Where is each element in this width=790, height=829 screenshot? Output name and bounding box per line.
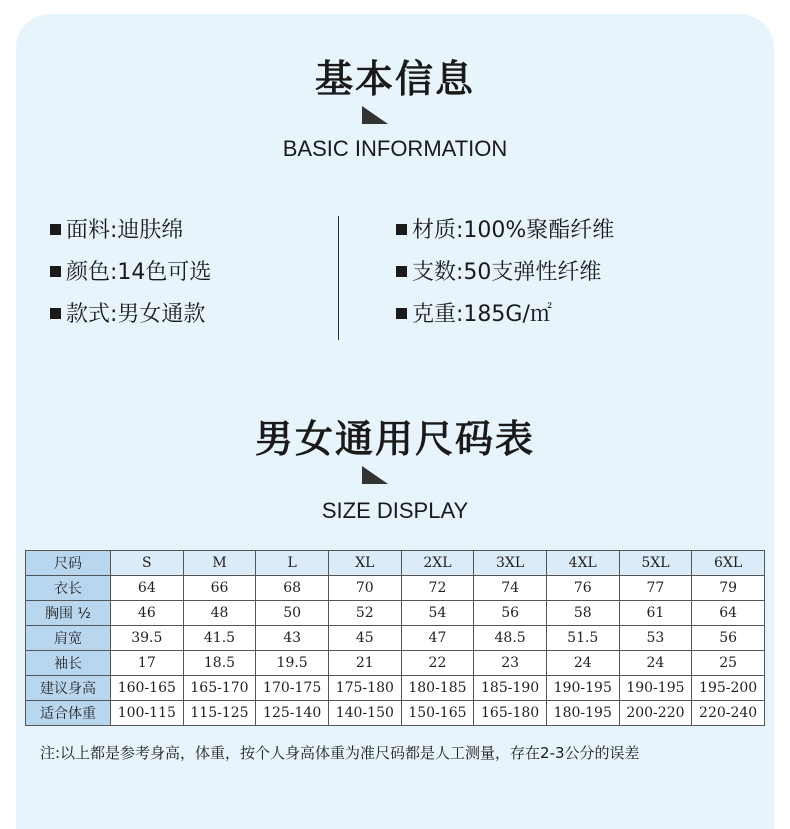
table-cell: 64 bbox=[111, 576, 184, 601]
table-cell: 18.5 bbox=[183, 651, 256, 676]
table-cell: 64 bbox=[692, 601, 765, 626]
triangle-marker-icon bbox=[362, 106, 388, 124]
table-cell: 180-185 bbox=[401, 676, 474, 701]
table-cell: 41.5 bbox=[183, 626, 256, 651]
table-cell: 200-220 bbox=[619, 701, 692, 726]
table-row bbox=[26, 651, 765, 676]
table-header-cell: S bbox=[111, 551, 184, 576]
table-cell: 48 bbox=[183, 601, 256, 626]
table-cell: 24 bbox=[619, 651, 692, 676]
table-cell: 61 bbox=[619, 601, 692, 626]
table-cell: 47 bbox=[401, 626, 474, 651]
table-row bbox=[26, 601, 765, 626]
table-cell: 54 bbox=[401, 601, 474, 626]
info-item-weight: 克重:185G/㎡ bbox=[396, 300, 614, 342]
table-row bbox=[26, 701, 765, 726]
square-bullet-icon bbox=[396, 266, 407, 277]
size-table bbox=[25, 550, 765, 726]
table-cell: 125-140 bbox=[256, 701, 329, 726]
square-bullet-icon bbox=[396, 224, 407, 235]
table-cell: 72 bbox=[401, 576, 474, 601]
table-header-row bbox=[26, 551, 765, 576]
table-header-cell: L bbox=[256, 551, 329, 576]
table-row bbox=[26, 576, 765, 601]
table-cell: 58 bbox=[546, 601, 619, 626]
table-cell: 25 bbox=[692, 651, 765, 676]
table-header-cell: 3XL bbox=[474, 551, 547, 576]
table-header-cell: XL bbox=[328, 551, 401, 576]
table-cell: 19.5 bbox=[256, 651, 329, 676]
table-cell: 175-180 bbox=[328, 676, 401, 701]
table-cell: 53 bbox=[619, 626, 692, 651]
table-cell: 76 bbox=[546, 576, 619, 601]
table-cell: 24 bbox=[546, 651, 619, 676]
table-cell: 170-175 bbox=[256, 676, 329, 701]
row-label: 衣长 bbox=[26, 576, 111, 601]
table-cell: 50 bbox=[256, 601, 329, 626]
table-cell: 17 bbox=[111, 651, 184, 676]
table-cell: 22 bbox=[401, 651, 474, 676]
table-cell: 68 bbox=[256, 576, 329, 601]
table-cell: 195-200 bbox=[692, 676, 765, 701]
square-bullet-icon bbox=[50, 224, 61, 235]
table-cell: 160-165 bbox=[111, 676, 184, 701]
table-cell: 23 bbox=[474, 651, 547, 676]
square-bullet-icon bbox=[396, 308, 407, 319]
table-cell: 52 bbox=[328, 601, 401, 626]
square-bullet-icon bbox=[50, 266, 61, 277]
table-cell: 140-150 bbox=[328, 701, 401, 726]
row-label: 建议身高 bbox=[26, 676, 111, 701]
basic-info-subtitle: BASIC INFORMATION bbox=[282, 136, 508, 161]
table-header-cell: 4XL bbox=[546, 551, 619, 576]
table-cell: 165-170 bbox=[183, 676, 256, 701]
table-cell: 39.5 bbox=[111, 626, 184, 651]
table-cell: 66 bbox=[183, 576, 256, 601]
table-cell: 46 bbox=[111, 601, 184, 626]
table-header-cell: 2XL bbox=[401, 551, 474, 576]
info-left-column bbox=[50, 216, 211, 342]
table-cell: 190-195 bbox=[546, 676, 619, 701]
row-label: 适合体重 bbox=[26, 701, 111, 726]
info-item-color: 颜色:14色可选 bbox=[50, 258, 211, 300]
info-item-style: 款式:男女通款 bbox=[50, 300, 211, 342]
table-cell: 21 bbox=[328, 651, 401, 676]
table-row bbox=[26, 626, 765, 651]
triangle-marker-icon bbox=[362, 466, 388, 484]
table-cell: 43 bbox=[256, 626, 329, 651]
table-header-cell: M bbox=[183, 551, 256, 576]
table-cell: 115-125 bbox=[183, 701, 256, 726]
table-cell: 56 bbox=[692, 626, 765, 651]
size-chart-subtitle: SIZE DISPLAY bbox=[321, 498, 469, 523]
table-cell: 79 bbox=[692, 576, 765, 601]
table-row bbox=[26, 676, 765, 701]
table-cell: 150-165 bbox=[401, 701, 474, 726]
table-cell: 70 bbox=[328, 576, 401, 601]
info-item-fabric: 面料:迪肤绵 bbox=[50, 216, 211, 258]
info-item-material: 材质:100%聚酯纤维 bbox=[396, 216, 614, 258]
row-label: 胸围 ½ bbox=[26, 601, 111, 626]
table-cell: 100-115 bbox=[111, 701, 184, 726]
info-right-column bbox=[396, 216, 614, 342]
table-cell: 74 bbox=[474, 576, 547, 601]
table-cell: 51.5 bbox=[546, 626, 619, 651]
table-cell: 45 bbox=[328, 626, 401, 651]
table-header-cell: 尺码 bbox=[26, 551, 111, 576]
table-cell: 77 bbox=[619, 576, 692, 601]
basic-info-title: 基本信息 bbox=[314, 57, 475, 101]
table-header-cell: 6XL bbox=[692, 551, 765, 576]
table-cell: 165-180 bbox=[474, 701, 547, 726]
table-cell: 190-195 bbox=[619, 676, 692, 701]
table-cell: 48.5 bbox=[474, 626, 547, 651]
size-chart-title: 男女通用尺码表 bbox=[254, 417, 535, 461]
table-cell: 185-190 bbox=[474, 676, 547, 701]
column-divider bbox=[338, 216, 339, 340]
table-header-cell: 5XL bbox=[619, 551, 692, 576]
measurement-note: 注:以上都是参考身高，体重，按个人身高体重为准尺码都是人工测量，存在2-3公分的误差 bbox=[40, 744, 640, 762]
square-bullet-icon bbox=[50, 308, 61, 319]
row-label: 袖长 bbox=[26, 651, 111, 676]
row-label: 肩宽 bbox=[26, 626, 111, 651]
table-cell: 56 bbox=[474, 601, 547, 626]
table-cell: 220-240 bbox=[692, 701, 765, 726]
info-item-yarn-count: 支数:50支弹性纤维 bbox=[396, 258, 614, 300]
table-cell: 180-195 bbox=[546, 701, 619, 726]
